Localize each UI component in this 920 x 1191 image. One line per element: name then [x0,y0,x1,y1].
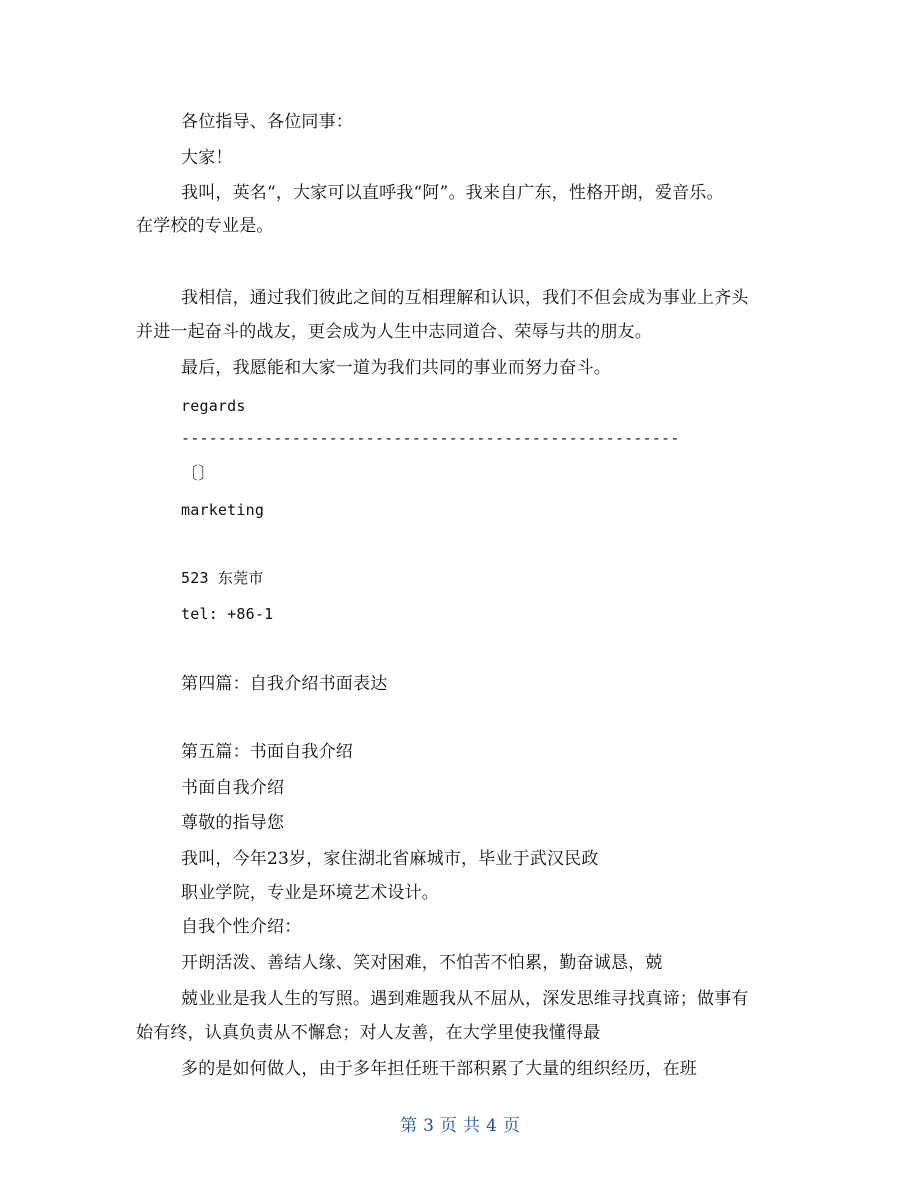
paragraph-line: 我相信，通过我们彼此之间的互相理解和认识，我们不但会成为事业上齐头 [181,288,749,308]
paragraph-line: 在学校的专业是。 [136,216,274,236]
paragraph-line: 多的是如何做人，由于多年担任班干部积累了大量的组织经历，在班 [181,1059,697,1079]
paragraph-line: 我叫，英名“，大家可以直呼我“阿”。我来自广东，性格开朗，爱音乐。 [181,183,724,203]
footer-prefix: 第 [400,1116,418,1136]
phone-line: tel: +86-1 [181,605,274,623]
address-line: 523 东莞市 [181,569,264,587]
paragraph-line: 并进一起奋斗的战友，更会成为人生中志同道合、荣辱与共的朋友。 [136,322,652,342]
salutation-line: 尊敬的指导您 [181,813,285,833]
footer-total-pages: 4 [486,1116,497,1136]
paragraph-line: 职业学院，专业是环境艺术设计。 [181,883,439,903]
section-heading: 第五篇：书面自我介绍 [181,742,353,762]
paragraph-line: 我叫，今年23岁，家住湖北省麻城市，毕业于武汉民政 [181,849,599,869]
footer-suffix: 页 [502,1116,520,1136]
footer-current-page: 3 [423,1116,434,1136]
regards-line: regards [181,397,246,415]
paragraph-line: 始有终，认真负责从不懈怠；对人友善，在大学里使我懂得最 [136,1023,601,1043]
paragraph-line: 开朗活泼、善结人缘、笑对困难，不怕苦不怕累，勤奋诚恳，兢 [181,953,663,973]
greeting-line: 各位指导、各位同事： [181,112,353,132]
divider-line: ------------------------------------------------------ [181,429,680,447]
section-heading: 第四篇：自我介绍书面表达 [181,674,388,694]
paragraph-line: 最后，我愿能和大家一道为我们共同的事业而努力奋斗。 [181,358,611,378]
footer-total-word: 共 [463,1116,480,1136]
salutation-line: 大家！ [181,148,233,168]
paragraph-line: 自我个性介绍： [181,917,302,937]
paragraph-line: 兢业业是我人生的写照。遇到难题我从不屈从，深发思维寻找真谛；做事有 [181,989,749,1009]
bracket-line: 〔〕 [181,464,216,484]
footer-page-word: 页 [440,1116,457,1136]
document-title: 书面自我介绍 [181,778,285,798]
department-line: marketing [181,501,265,519]
page-footer [0,1114,920,1138]
